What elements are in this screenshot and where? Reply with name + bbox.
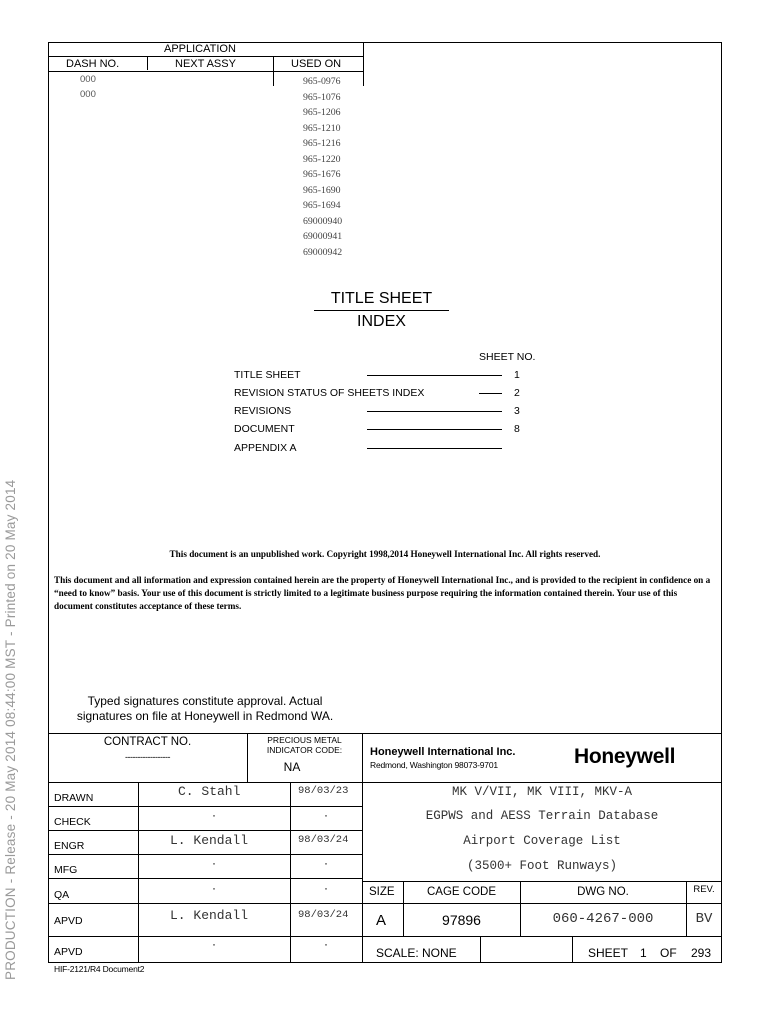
drawing-title-line: Airport Coverage List bbox=[463, 834, 621, 848]
dash-no-value: 000 bbox=[80, 89, 96, 100]
drawn-date: 98/03/23 bbox=[298, 785, 349, 797]
sheet-number: 1 bbox=[640, 946, 647, 960]
used-on-item: 69000940 bbox=[303, 215, 343, 227]
form-number: HIF-2121/R4 Document2 bbox=[54, 964, 145, 974]
honeywell-logo: Honeywell bbox=[574, 745, 676, 768]
used-on-header: USED ON bbox=[291, 58, 342, 70]
used-on-item: 965-1216 bbox=[303, 138, 341, 149]
apvd-2-name: · bbox=[212, 937, 216, 951]
signature-note bbox=[60, 694, 350, 724]
total-sheets: 293 bbox=[691, 946, 712, 960]
drawing-frame bbox=[48, 42, 722, 963]
precious-metal-value: NA bbox=[283, 760, 301, 774]
drawing-title-line: MK V/VII, MK VIII, MKV-A bbox=[451, 785, 633, 799]
precious-metal-label bbox=[247, 736, 362, 755]
row-label-engr: ENGR bbox=[54, 840, 85, 852]
mfg-date: · bbox=[324, 856, 328, 870]
mfg-name: · bbox=[212, 856, 216, 870]
used-on-item: 69000941 bbox=[303, 231, 343, 242]
row-label-check: CHECK bbox=[54, 816, 91, 828]
next-assy-header: NEXT ASSY bbox=[175, 58, 236, 70]
check-name: · bbox=[212, 808, 216, 822]
qa-date: · bbox=[324, 881, 328, 895]
dwg-no-value: 060-4267-000 bbox=[552, 911, 654, 927]
row-label-apvd-2: APVD bbox=[54, 946, 83, 958]
used-on-list bbox=[303, 74, 342, 260]
dash-no-value: 000 bbox=[80, 74, 96, 85]
row-label-mfg: MFG bbox=[54, 864, 78, 876]
used-on-item: 965-1210 bbox=[303, 122, 341, 134]
drawing-title-line: EGPWS and AESS Terrain Database bbox=[425, 809, 659, 823]
index-entry-label: TITLE SHEET bbox=[234, 369, 301, 381]
used-on-item: 965-1076 bbox=[303, 91, 341, 103]
apvd-name: L. Kendall bbox=[170, 908, 249, 923]
proprietary-notice: This document and all information and expression contained herein are the property of Honeywell International Inc., and is provided to the recipient in confidence on a “need to know” basis. Your use of this document is strictly limited to a legitimate business purpose requiring the information contained therein. Your use of this document constitutes acceptance of these terms. bbox=[54, 575, 711, 611]
drawing-title-line: (3500+ Foot Runways) bbox=[466, 859, 618, 873]
used-on-item: 965-0976 bbox=[303, 76, 341, 87]
rev-value: BV bbox=[695, 911, 713, 927]
size-value: A bbox=[376, 912, 387, 929]
precious-metal-label-line: PRECIOUS METAL bbox=[267, 735, 342, 745]
engr-date: 98/03/24 bbox=[298, 834, 349, 846]
company-name: Honeywell International Inc. bbox=[370, 746, 516, 758]
index-entry-label: DOCUMENT bbox=[234, 423, 295, 435]
row-label-qa: QA bbox=[54, 889, 70, 901]
sheet-label: SHEET bbox=[588, 946, 629, 960]
index-entry-sheet: 8 bbox=[514, 423, 520, 435]
used-on-item: 965-1220 bbox=[303, 153, 341, 165]
application-title: APPLICATION bbox=[164, 43, 236, 55]
company-address: Redmond, Washington 98073-9701 bbox=[370, 760, 498, 770]
cage-code-value: 97896 bbox=[442, 912, 481, 928]
index-entry-label: REVISIONS bbox=[234, 405, 292, 417]
signature-note-line: Typed signatures constitute approval. Actual bbox=[87, 694, 323, 708]
release-watermark-text: PRODUCTION - Release - 20 May 2014 08:44:00 MST - Printed on 20 May 2014 bbox=[3, 479, 18, 980]
qa-name: · bbox=[212, 881, 216, 895]
contract-no-label: CONTRACT NO. bbox=[103, 736, 192, 748]
scale-text: SCALE: NONE bbox=[376, 946, 457, 960]
index-entry-sheet: 1 bbox=[514, 369, 520, 381]
row-label-apvd: APVD bbox=[54, 915, 83, 927]
of-label: OF bbox=[660, 946, 677, 960]
precious-metal-label-line: INDICATOR CODE: bbox=[266, 744, 343, 755]
signature-note-line: signatures on file at Honeywell in Redmond WA. bbox=[76, 709, 334, 723]
index-entry-label: REVISION STATUS OF SHEETS INDEX bbox=[234, 387, 425, 399]
used-on-item: 965-1676 bbox=[303, 169, 341, 180]
cage-code-label: CAGE CODE bbox=[426, 886, 496, 898]
contract-no-value: ------------------ bbox=[125, 752, 170, 762]
dash-no-header: DASH NO. bbox=[66, 58, 120, 70]
dwg-no-label: DWG NO. bbox=[577, 886, 629, 898]
copyright-notice: This document is an unpublished work. Copyright 1998,2014 Honeywell International Inc. All rights reserved. bbox=[169, 549, 601, 559]
index-entry-sheet: 2 bbox=[514, 387, 520, 399]
drawn-by-name: C. Stahl bbox=[178, 784, 241, 799]
apvd-2-date: · bbox=[324, 937, 328, 951]
size-label: SIZE bbox=[369, 886, 395, 898]
index-title: TITLE SHEET bbox=[330, 290, 433, 307]
sheet-no-header: SHEET NO. bbox=[479, 351, 536, 363]
used-on-item: 965-1694 bbox=[303, 200, 341, 211]
row-label-drawn: DRAWN bbox=[54, 792, 94, 804]
index-entry-label: APPENDIX A bbox=[234, 442, 297, 454]
check-date: · bbox=[324, 808, 328, 822]
index-subtitle: INDEX bbox=[357, 313, 406, 330]
engr-name: L. Kendall bbox=[170, 833, 249, 848]
index-entry-sheet: 3 bbox=[514, 405, 520, 417]
used-on-item: 965-1690 bbox=[303, 184, 341, 196]
rev-label: REV. bbox=[693, 884, 715, 895]
used-on-item: 965-1206 bbox=[303, 107, 341, 118]
apvd-date: 98/03/24 bbox=[298, 909, 349, 921]
used-on-item: 69000942 bbox=[303, 246, 343, 258]
